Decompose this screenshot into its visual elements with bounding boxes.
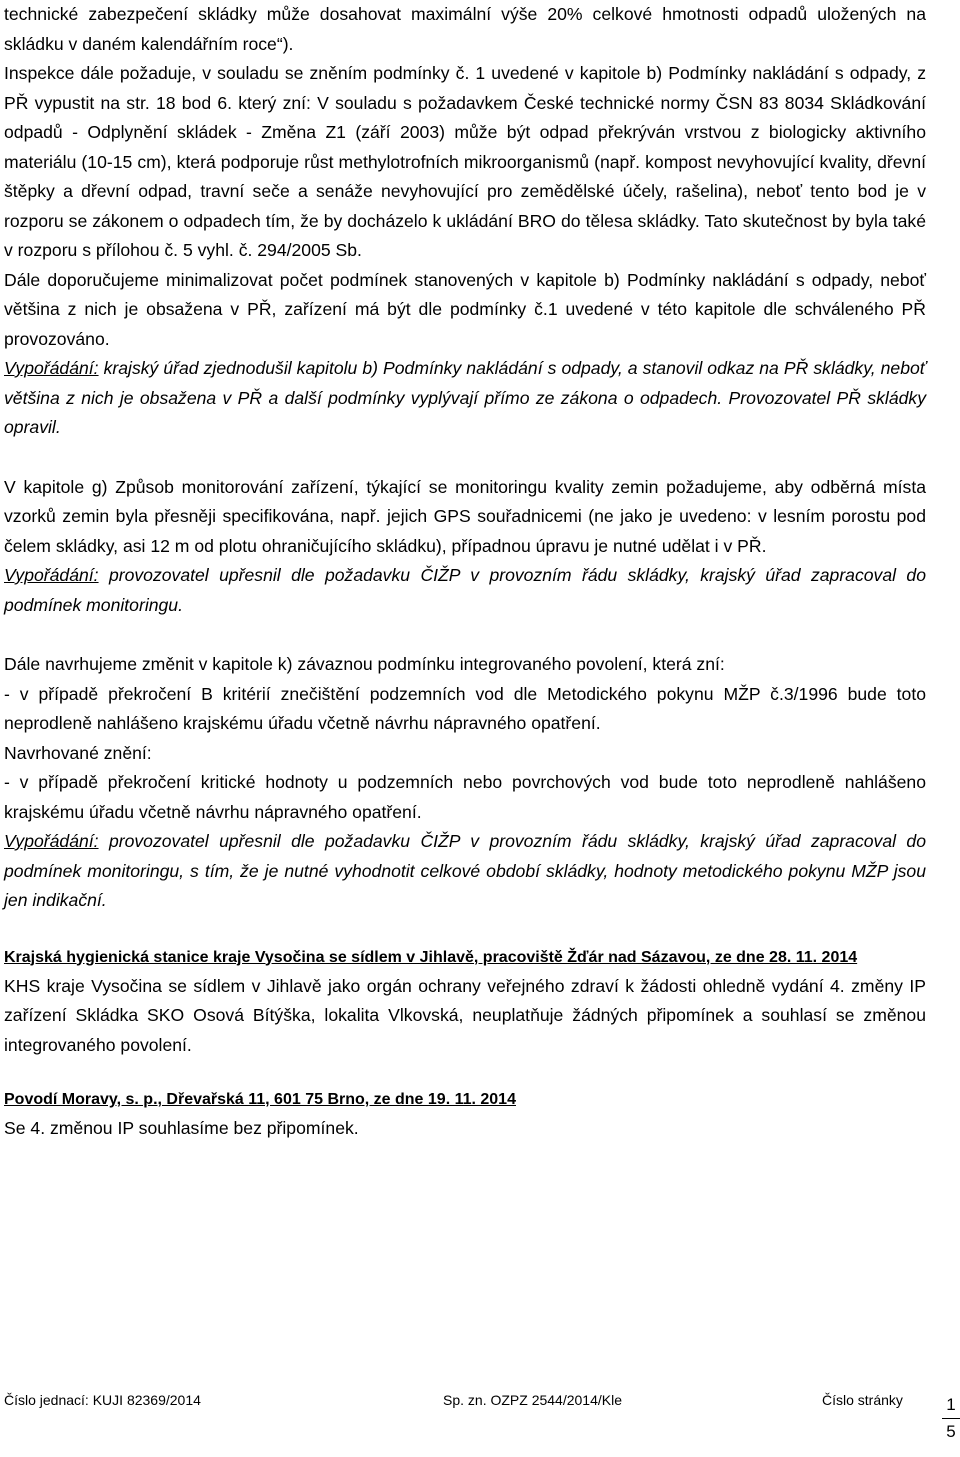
paragraph-proposed-condition: - v případě překročení kritické hodnoty u podzemních nebo povrchových vod bude toto neprodleně nahlášeno krajskému úřadu včetně návrhu nápravného opatření. <box>4 772 926 822</box>
paragraph-condition-change: Dále navrhujeme změnit v kapitole k) závaznou podmínku integrovaného povolení, která zní: <box>4 654 725 674</box>
spacer <box>4 620 926 650</box>
page-current: 1 <box>942 1392 960 1419</box>
paragraph-resolution-2 <box>4 561 926 620</box>
paragraph-inspection: Inspekce dále požaduje, v souladu se zněním podmínky č. 1 uvedené v kapitole b) Podmínky nakládání s odpady, z PŘ vypustit na str. 18 bod 6. který zní: V souladu s požadavkem České technické normy ČSN 83 8034 Skládkování odpadů - Odplynění skládek - Změna Z1 (září 2003) může být odpad překrýván vrstvou z biologicky aktivního materiálu (10-15 cm), která podporuje růst methylotrofních mikroorganismů (např. kompost nevyhovující kvality, dřevní štěpky a dřevní odpad, travní seče a senáže nevyhovující pro zemědělské účely, rašelina), neboť tento bod je v rozporu se zákonem o odpadech tím, že by docházelo k ukládání BRO do tělesa skládky. Tato skutečnost by byla také v rozporu s přílohou č. 5 vyhl. č. 294/2005 Sb. <box>4 63 926 260</box>
paragraph-khs: KHS kraje Vysočina se sídlem v Jihlavě jako orgán ochrany veřejného zdraví k žádosti ohledně vydání 4. změny IP zařízení Skládka SKO Osová Bítýška, lokalita Vlkovská, neuplatňuje žádných připomínek a souhlasí se změnou integrovaného povolení. <box>4 975 926 1055</box>
resolution-label: Vypořádání: <box>4 565 99 585</box>
document-page <box>4 0 926 1144</box>
paragraph-1: technické zabezpečení skládky může dosahovat maximální výše 20% celkové hmotnosti odpadů uložených na skládku v daném kalendářním roce“). <box>4 4 926 54</box>
section-heading-povodi: Povodí Moravy, s. p., Dřevařská 11, 601 75 Brno, ze dne 19. 11. 2014 <box>4 1091 516 1108</box>
section-heading-khs: Krajská hygienická stanice kraje Vysočina se sídlem v Jihlavě, pracoviště Žďár nad Sázavou, ze dne 28. 11. 2014 <box>4 948 858 966</box>
file-number: Sp. zn. OZPZ 2544/2014/Kle <box>443 1392 622 1408</box>
paragraph-resolution-1 <box>4 354 926 443</box>
paragraph-povodi: Se 4. změnou IP souhlasíme bez připomínek. <box>4 1118 359 1138</box>
resolution-text: provozovatel upřesnil dle požadavku ČIŽP v provozním řádu skládky, krajský úřad zapracoval do podmínek monitoringu, s tím, že je nutné vyhodnotit celkové období skládky, hodnoty metodického pokynu MŽP jsou jen indikační. <box>4 831 926 910</box>
spacer <box>4 1060 926 1086</box>
resolution-text: krajský úřad zjednodušil kapitolu b) Podmínky nakládání s odpady, a stanovil odkaz na PŘ skládky, neboť většina z nich je obsažena v PŘ a další podmínky vyplývají přímo ze zákona o odpadech. Provozovatel PŘ skládky opravil. <box>4 358 926 437</box>
page-footer <box>4 1392 956 1456</box>
spacer <box>4 916 926 944</box>
resolution-text: provozovatel upřesnil dle požadavku ČIŽP v provozním řádu skládky, krajský úřad zapracoval do podmínek monitoringu. <box>4 565 926 615</box>
page-number-label: Číslo stránky <box>822 1392 903 1408</box>
paragraph-proposed-label: Navrhované znění: <box>4 742 152 763</box>
paragraph-recommendation: Dále doporučujeme minimalizovat počet podmínek stanovených v kapitole b) Podmínky nakládání s odpady, neboť většina z nich je obsažena v PŘ, zařízení má být dle podmínky č.1 uvedené v této kapitole dle schváleného PŘ provozováno. <box>4 269 926 349</box>
spacer <box>4 443 926 473</box>
paragraph-monitoring: V kapitole g) Způsob monitorování zařízení, týkající se monitoringu kvality zemin požadujeme, aby odběrná místa vzorků zemin byla přesněji specifikována, např. jejich GPS souřadnicemi (ne jako je uvedeno: v lesním porostu pod čelem skládky, asi 12 m od plotu ohraničujícího skládku), případnou úpravu je nutné udělat i v PŘ. <box>4 476 926 556</box>
paragraph-original-condition: - v případě překročení B kritérií znečištění podzemních vod dle Metodického pokynu MŽP č.3/1996 bude toto neprodleně nahlášeno krajskému úřadu včetně návrhu nápravného opatření. <box>4 683 926 733</box>
paragraph-resolution-3 <box>4 827 926 916</box>
page-total: 5 <box>946 1422 956 1441</box>
resolution-label: Vypořádání: <box>4 358 99 378</box>
reference-number: Číslo jednací: KUJI 82369/2014 <box>4 1392 201 1408</box>
resolution-label: Vypořádání: <box>4 831 99 851</box>
